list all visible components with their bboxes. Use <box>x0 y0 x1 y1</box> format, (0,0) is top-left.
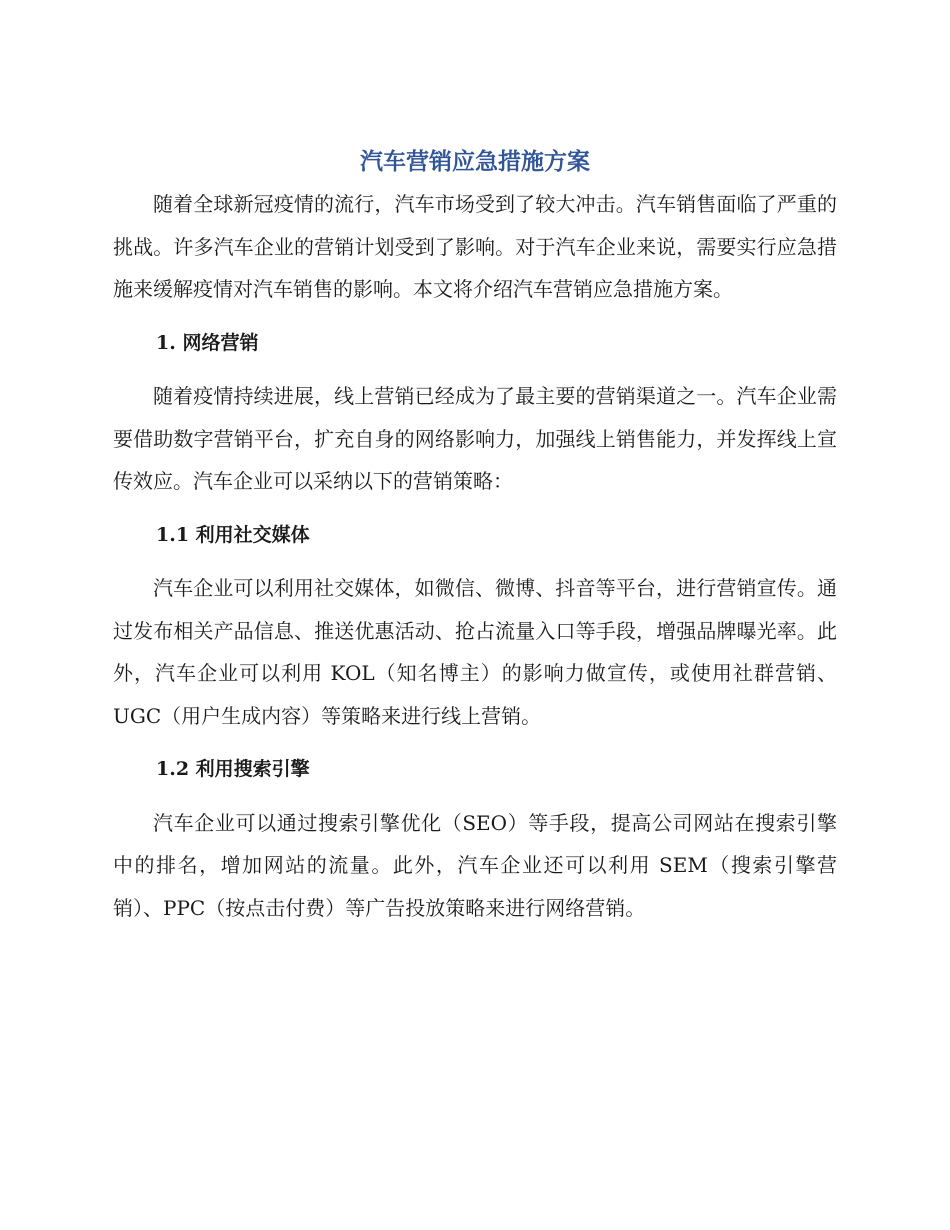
spacer <box>113 737 837 748</box>
section-paragraph-network-marketing: 随着疫情持续进展，线上营销已经成为了最主要的营销渠道之一。汽车企业需要借助数字营销平台，扩充自身的网络影响力，加强线上销售能力，并发挥线上宣传效应。汽车企业可以采纳以下的营销策略： <box>113 384 837 493</box>
section-heading-search-engine: 1.2 利用搜索引擎 <box>156 758 310 780</box>
spacer <box>113 364 837 375</box>
spacer <box>113 503 837 514</box>
spacer <box>113 791 837 802</box>
document-title: 汽车营销应急措施方案 <box>360 149 590 175</box>
section-paragraph-search-engine: 汽车企业可以通过搜索引擎优化（SEO）等手段，提高公司网站在搜索引擎中的排名，增加网站的流量。此外，汽车企业还可以利用 SEM（搜索引擎营销）、PPC（按点击付费）等广告投放策略来进行网络营销。 <box>113 810 837 920</box>
spacer <box>113 311 837 322</box>
section-heading-social-media: 1.1 利用社交媒体 <box>156 523 310 546</box>
document-body <box>113 142 837 929</box>
spacer <box>113 556 837 567</box>
section-paragraph-social-media: 汽车企业可以利用社交媒体，如微信、微博、抖音等平台，进行营销宣传。通过发布相关产品信息、推送优惠活动、抢占流量入口等手段，增强品牌曝光率。此外，汽车企业可以利用 KOL（知名博主）的影响力做宣传，或使用社群营销、UGC（用户生成内容）等策略来进行线上营销。 <box>113 576 837 728</box>
intro-paragraph: 随着全球新冠疫情的流行，汽车市场受到了较大冲击。汽车销售面临了严重的挑战。许多汽车企业的营销计划受到了影响。对于汽车企业来说，需要实行应急措施来缓解疫情对汽车销售的影响。本文将介绍汽车营销应急措施方案。 <box>113 192 837 301</box>
section-heading-network-marketing: 1. 网络营销 <box>156 331 259 354</box>
